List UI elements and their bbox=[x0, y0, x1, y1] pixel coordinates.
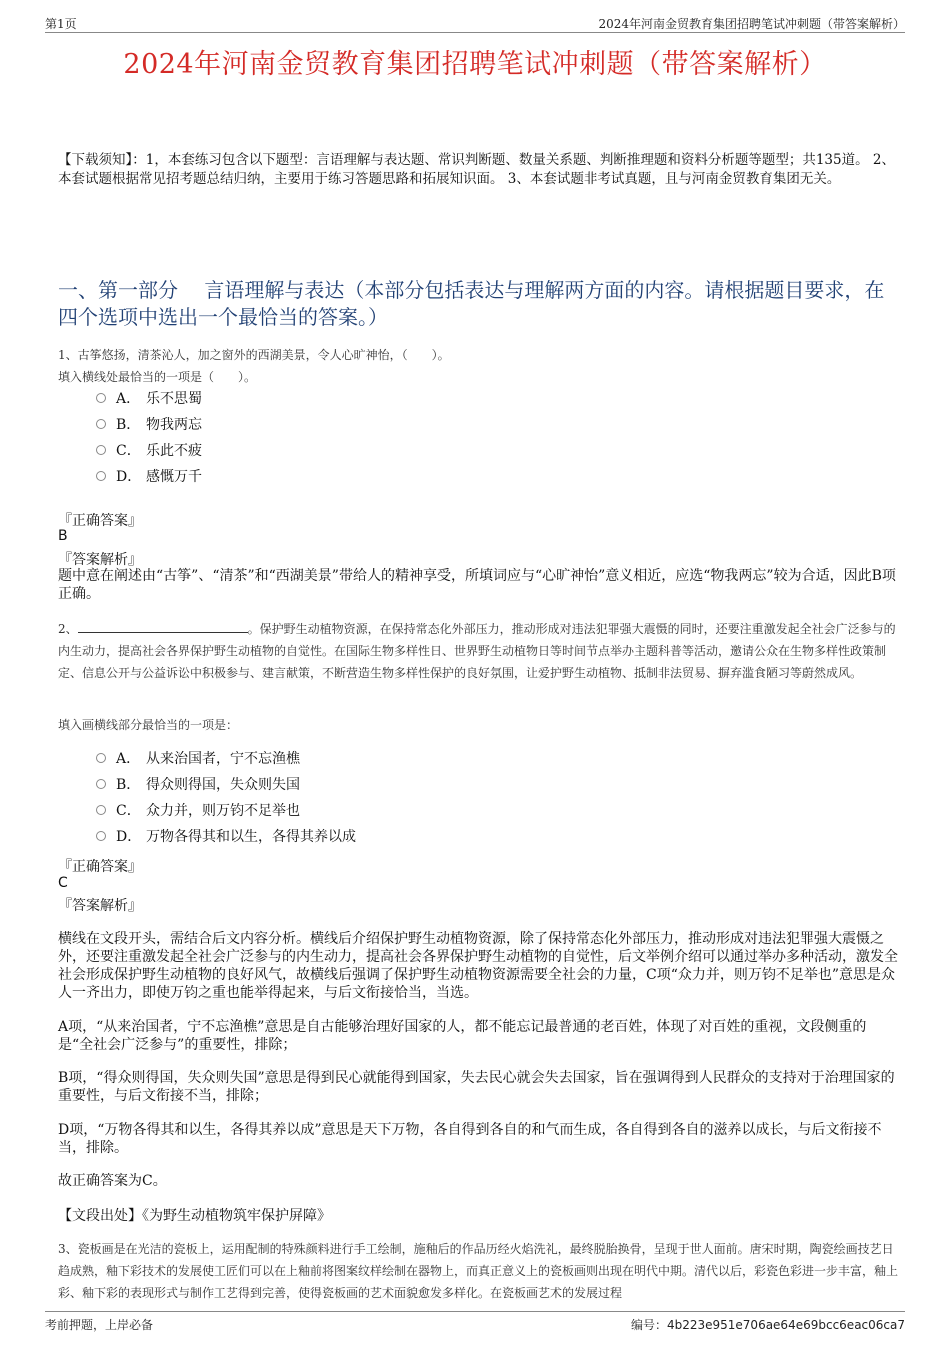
footer-rule bbox=[45, 1311, 905, 1312]
radio-icon[interactable] bbox=[96, 393, 106, 403]
fill-blank bbox=[78, 620, 248, 633]
radio-icon[interactable] bbox=[96, 753, 106, 763]
q2-answer: C bbox=[58, 875, 68, 891]
q1-option-a[interactable]: A． 乐不思蜀 bbox=[96, 389, 202, 409]
q1-option-c[interactable]: C． 乐此不疲 bbox=[96, 441, 202, 461]
radio-icon[interactable] bbox=[96, 445, 106, 455]
radio-icon[interactable] bbox=[96, 471, 106, 481]
running-header-title: 2024年河南金贸教育集团招聘笔试冲刺题（带答案解析） bbox=[598, 17, 905, 31]
q2-answer-label: 『正确答案』 bbox=[58, 859, 142, 875]
footer-slogan: 考前押题，上岸必备 bbox=[45, 1318, 154, 1332]
q2-source: 【文段出处】《为野生动植物筑牢保护屏障》 bbox=[58, 1208, 331, 1224]
q2-analysis-paragraph: B项，“得众则得国，失众则失国”意思是得到民心就能得到国家，失去民心就会失去国家，旨在强调得到人民群众的支持对于治理国家的重要性，与后文衔接不当，排除； bbox=[58, 1070, 895, 1104]
question-1-prompt: 填入横线处最恰当的一项是（ ）。 bbox=[58, 370, 257, 384]
q2-analysis-paragraph: 横线在文段开头，需结合后文内容分析。横线后介绍保护野生动植物资源，除了保持常态化外部压力，推动形成对违法犯罪强大震慑之外，还要注重激发起全社会广泛参与的内生动力，提高社会各界保护野生动植物的自觉性，后文举例介绍可以通过举办多种活动，激发全社会形成保护野生动植物的良好风气，故横线后强调了保护野生动植物资源需要全社会的力量，C项“众力并，则万钧不足举也”意思是众人一齐出力，即使万钧之重也能举得起来，与后文衔接恰当，当选。 bbox=[58, 931, 898, 1001]
q2-analysis-paragraph: A项，“从来治国者，宁不忘渔樵”意思是自古能够治理好国家的人，都不能忘记最普通的老百姓，体现了对百姓的重视，文段侧重的是“全社会广泛参与”的重要性，排除； bbox=[58, 1019, 867, 1053]
q2-option-b[interactable]: B． 得众则得国，失众则失国 bbox=[96, 775, 300, 795]
question-3-stem: 3、瓷板画是在光洁的瓷板上，运用配制的特殊颜料进行手工绘制，施釉后的作品历经火焰洗礼，最终脱胎换骨，呈现于世人面前。唐宋时期，陶瓷绘画技艺日趋成熟，釉下彩技术的发展使工匠们可以在上釉前将图案纹样绘制在器物上，而真正意义上的瓷板画则出现在明代中期。清代以后，彩瓷色彩进一步丰富，釉上彩、釉下彩的表现形式与制作工艺得到完善，使得瓷板画的艺术面貌愈发多样化。在瓷板画艺术的发展过程 bbox=[58, 1242, 899, 1300]
section-heading: 一、第一部分 言语理解与表达（本部分包括表达与理解两方面的内容。请根据题目要求，在四个选项中选出一个最恰当的答案。） bbox=[58, 278, 885, 329]
q1-answer: B bbox=[58, 528, 68, 544]
question-2-stem: 2、 。保护野生动植物资源，在保持常态化外部压力，推动形成对违法犯罪强大震慑的同时，还要注重激发起全社会广泛参与的内生动力，提高社会各界保护野生动植物的自觉性。在国际生物多样性日、世界野生动植物日等时间节点举办主题科普等活动，邀请公众在生物多样性政策制定、信息公开与公益诉讼中积极参与、建言献策，不断营造生物多样性保护的良好氛围，让爱护野生动植物、抵制非法贸易、摒弃滥食陋习等蔚然成风。 bbox=[58, 622, 896, 680]
radio-icon[interactable] bbox=[96, 419, 106, 429]
download-notice: 【下载须知】：1，本套练习包含以下题型：言语理解与表达题、常识判断题、数量关系题、判断推理题和资料分析题等题型；共135道。 2、本套试题根据常见招考题总结归纳，主要用于练习答题思路和拓展知识面。 3、本套试题非考试真题，且与河南金贸教育集团无关。 bbox=[58, 152, 895, 187]
q1-analysis-label: 『答案解析』 bbox=[58, 552, 142, 568]
q1-analysis: 题中意在阐述由“古筝”、“清茶”和“西湖美景”带给人的精神享受，所填词应与“心旷神怡”意义相近，应选“物我两忘”较为合适，因此B项正确。 bbox=[58, 568, 896, 602]
q1-option-b[interactable]: B． 物我两忘 bbox=[96, 415, 202, 435]
question-2-prompt: 填入画横线部分最恰当的一项是： bbox=[58, 718, 239, 732]
q2-analysis-paragraph: D项，“万物各得其和以生，各得其养以成”意思是天下万物，各自得到各自的和气而生成，各自得到各自的滋养以成长，与后文衔接不当，排除。 bbox=[58, 1122, 882, 1156]
q2-analysis-label: 『答案解析』 bbox=[58, 898, 142, 914]
q1-option-d[interactable]: D． 感慨万千 bbox=[96, 467, 202, 487]
footer-code: 编号：4b223e951e706ae64e69bcc6eac06ca7 bbox=[630, 1318, 905, 1332]
radio-icon[interactable] bbox=[96, 805, 106, 815]
q2-option-a[interactable]: A． 从来治国者，宁不忘渔樵 bbox=[96, 749, 300, 769]
q2-option-c[interactable]: C． 众力并，则万钧不足举也 bbox=[96, 801, 300, 821]
radio-icon[interactable] bbox=[96, 831, 106, 841]
radio-icon[interactable] bbox=[96, 779, 106, 789]
document-title: 2024年河南金贸教育集团招聘笔试冲刺题（带答案解析） bbox=[123, 49, 827, 80]
q2-conclusion: 故正确答案为C。 bbox=[58, 1173, 167, 1189]
question-1-stem: 1、古筝悠扬，清茶沁人，加之窗外的西湖美景，令人心旷神怡，（ ）。 bbox=[58, 348, 450, 362]
page-number: 第1页 bbox=[45, 17, 77, 31]
header-rule bbox=[45, 32, 905, 33]
q2-option-d[interactable]: D． 万物各得其和以生，各得其养以成 bbox=[96, 827, 356, 847]
q1-answer-label: 『正确答案』 bbox=[58, 513, 142, 529]
